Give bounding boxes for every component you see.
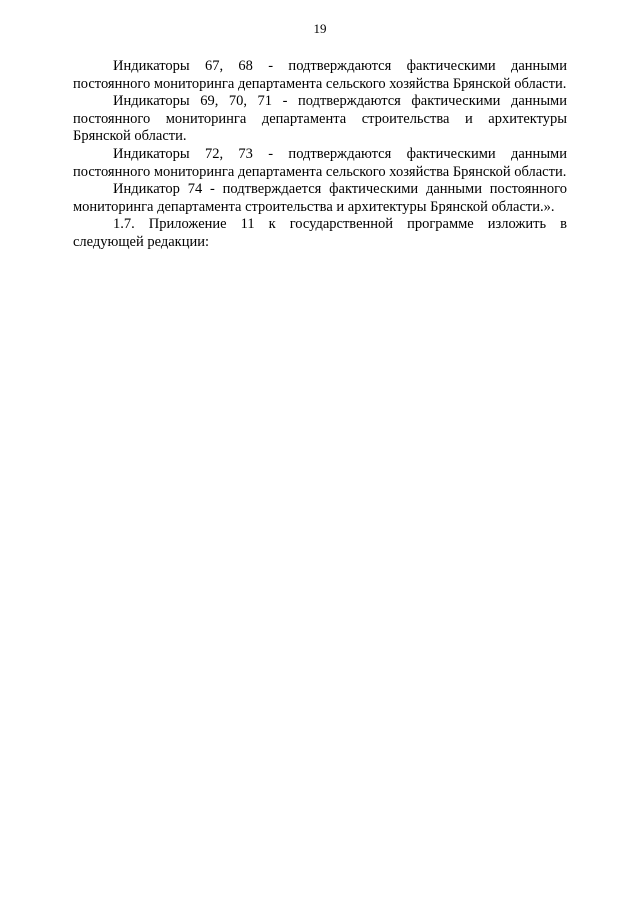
paragraph-appendix-11: 1.7. Приложение 11 к государственной программе изложить в следующей редакции: — [73, 216, 567, 250]
page-number: 19 — [313, 21, 327, 36]
paragraph-indicators-67-68: Индикаторы 67, 68 - подтверждаются фактическими данными постоянного мониторинга департамента сельского хозяйства Брянской области. — [73, 58, 567, 92]
paragraph-indicator-74: Индикатор 74 - подтверждается фактическими данными постоянного мониторинга департамента строительства и архитектуры Брянской области.». — [73, 181, 567, 215]
paragraph-indicators-69-71: Индикаторы 69, 70, 71 - подтверждаются фактическими данными постоянного мониторинга департамента строительства и архитектуры Брянской области. — [73, 93, 567, 145]
document-body — [73, 58, 567, 252]
paragraph-indicators-72-73: Индикаторы 72, 73 - подтверждаются фактическими данными постоянного мониторинга департамента сельского хозяйства Брянской области. — [73, 145, 567, 180]
